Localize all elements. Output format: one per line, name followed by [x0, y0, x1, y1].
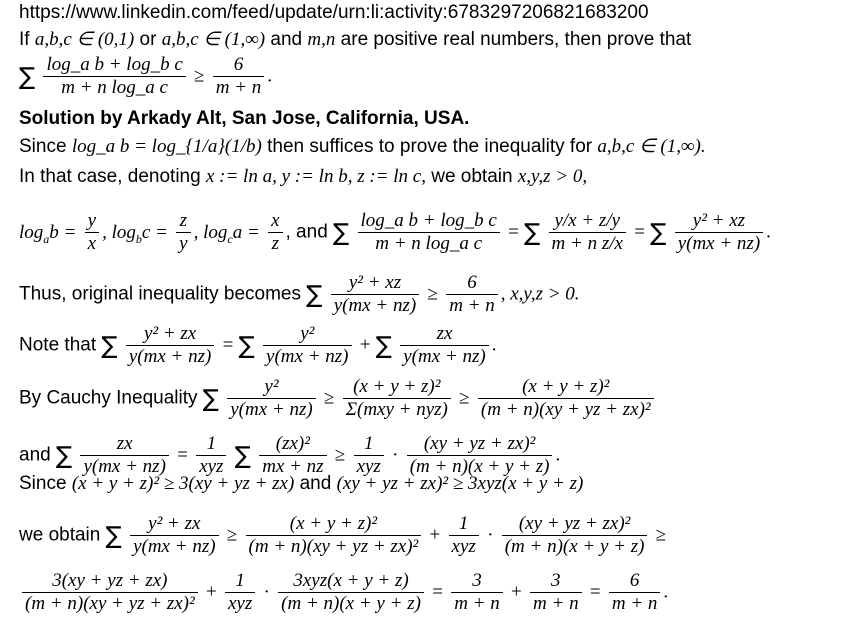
problem-rest: are positive real numbers, then prove that	[340, 29, 692, 50]
logs-line: $\log_ab$ = $\frac{y}{x}$ , $\log_bc$ = $\frac{z}{y}$ , $\log_ca$ = $\frac{x}{z}$ , and ∑ $\frac{\text{log\_a b + log\_b c}}{\text{m + n log\_a c}}$ = ∑ $\frac{y/x + z/y}{\text{m + n z/x}}$ = ∑ $\frac{\text{y² + xz}}{y(mx + nz)}$ .	[19, 210, 771, 254]
and-line: and ∑ $\frac{zx}{y(mx + nz)}$ = $\frac{1}{\text{xyz}}$ ∑ $\frac{\text{(zx)²}}{mx + nz}$ ≥ $\frac{1}{\text{xyz}}$ · $\frac{\text{(xy + yz + zx)²}}{(m + n)(x + y + z)}$ .	[19, 433, 561, 477]
and-text: and	[270, 29, 303, 50]
since-ineq-line: Since (x + y + z)² ≥ 3(xy + yz + zx) and (xy + yz + zx)² ≥ 3xyz(x + y + z)	[19, 473, 584, 494]
solution-header: Solution by Arkady Alt, San Jose, California, USA.	[19, 108, 470, 129]
final-line: $\frac{3(xy + yz + zx)}{\text{(m + n)(xy + yz + zx)²}}$ + $\frac{1}{\text{xyz}}$ · $\frac{\text{3xyz(x + y + z)}}{(m + n)(x + y + z)}$ = $\frac{3}{m + n}$ + $\frac{3}{m + n}$ = $\frac{6}{m + n}$ .	[19, 570, 668, 615]
main-rhs-fraction: $\frac{6}{m + n}$	[213, 54, 265, 99]
condition-1: a,b,c ∈ (0,1)	[34, 29, 135, 50]
or-text: or	[139, 29, 157, 50]
thus-line: Thus, original inequality becomes ∑ $\frac{\text{y² + xz}}{y(mx + nz)}$ ≥ $\frac{6}{m + n}$ , x,y,z > 0.	[19, 272, 580, 316]
mn-vars: m,n	[307, 29, 336, 50]
condition-2: a,b,c ∈ (1,∞)	[161, 29, 266, 50]
since-line: Since log_a b = log_{1/a}(1/b) then suffices to prove the inequality for a,b,c ∈ (1,∞).	[19, 136, 706, 157]
main-fraction: $\frac{\text{log\_a b + log\_b c}}{\text{m + n log\_a c}}$	[43, 54, 185, 99]
note-line: Note that ∑ $\frac{\text{y² + zx}}{y(mx + nz)}$ = ∑ $\frac{\text{y²}}{y(mx + nz)}$ + ∑ $\frac{zx}{y(mx + nz)}$ .	[19, 323, 497, 367]
sum-symbol: ∑	[19, 62, 36, 91]
problem-statement	[19, 29, 691, 51]
source-url: https://www.linkedin.com/feed/update/urn:li:activity:6783297206821683200	[19, 2, 649, 23]
obtain-line: we obtain ∑ $\frac{\text{y² + zx}}{y(mx + nz)}$ ≥ $\frac{\text{(x + y + z)²}}{\text{(m + n)(xy + yz + zx)²}}$ + $\frac{1}{\text{xyz}}$ · $\frac{\text{(xy + yz + zx)²}}{(m + n)(x + y + z)}$ ≥	[19, 513, 667, 557]
if-text: If	[19, 29, 30, 50]
main-inequality: ∑ $\frac{\text{log\_a b + log\_b c}}{\text{m + n log\_a c}}$ ≥ $\frac{6}{m + n}$ .	[19, 54, 273, 98]
cauchy-line: By Cauchy Inequality ∑ $\frac{\text{y²}}{y(mx + nz)}$ ≥ $\frac{\text{(x + y + z)²}}{\text{Σ(mxy + nyz)}}$ ≥ $\frac{\text{(x + y + z)²}}{\text{(m + n)(xy + yz + zx)²}}$	[19, 376, 657, 421]
denoting-line: In that case, denoting x := ln a, y := ln b, z := ln c, we obtain x,y,z > 0,	[19, 166, 588, 187]
